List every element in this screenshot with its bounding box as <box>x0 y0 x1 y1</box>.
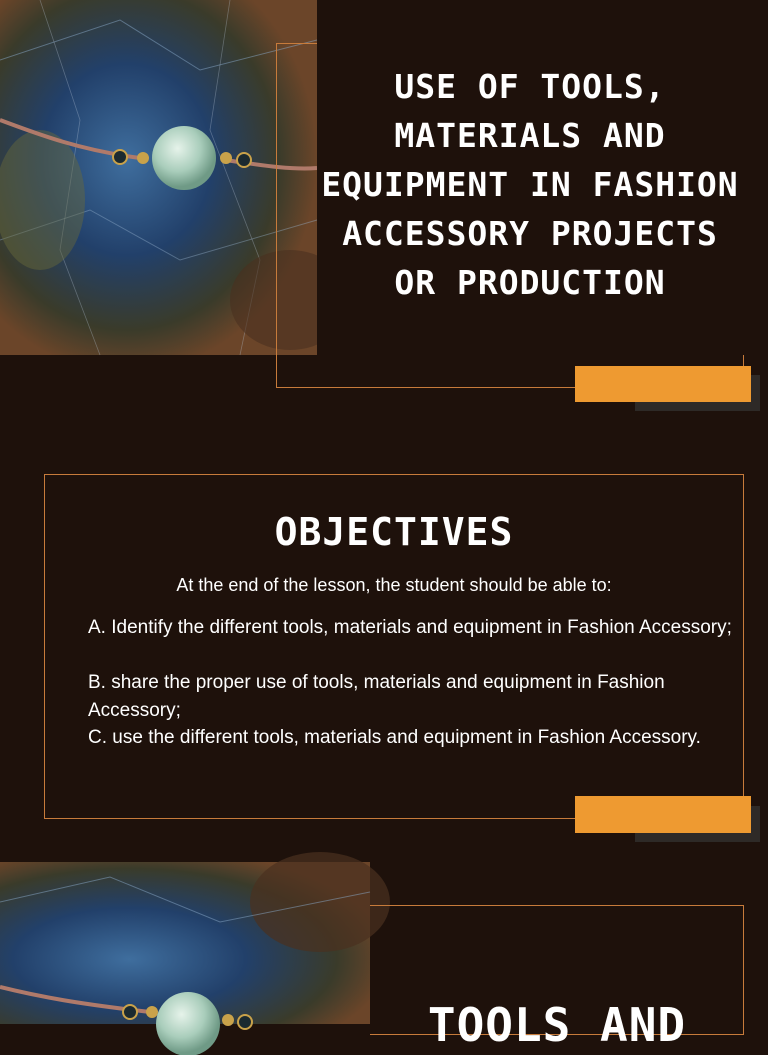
bracelet-photo-bottom <box>0 862 370 1024</box>
title-accent-bar <box>575 366 751 402</box>
tools-heading: TOOLS AND <box>427 998 687 1052</box>
objectives-heading: OBJECTIVES <box>274 510 514 554</box>
bead-bracelet-photo-icon <box>0 0 317 355</box>
objectives-accent-bar <box>575 796 751 833</box>
objective-item-a: A. Identify the different tools, materials and equipment in Fashion Accessory; <box>88 617 732 638</box>
objective-item-b: B. share the proper use of tools, materials and equipment in Fashion Accessory; <box>88 672 665 721</box>
bead-bracelet-photo-icon <box>0 862 370 1024</box>
bracelet-photo-top <box>0 0 317 355</box>
objectives-intro: At the end of the lesson, the student should be able to: <box>176 575 612 595</box>
objective-item-c: C. use the different tools, materials and equipment in Fashion Accessory. <box>88 727 701 748</box>
page-title: USE OF TOOLS, MATERIALS AND EQUIPMENT IN FASHION ACCESSORY PROJECTS OR PRODUCTION <box>321 67 739 302</box>
